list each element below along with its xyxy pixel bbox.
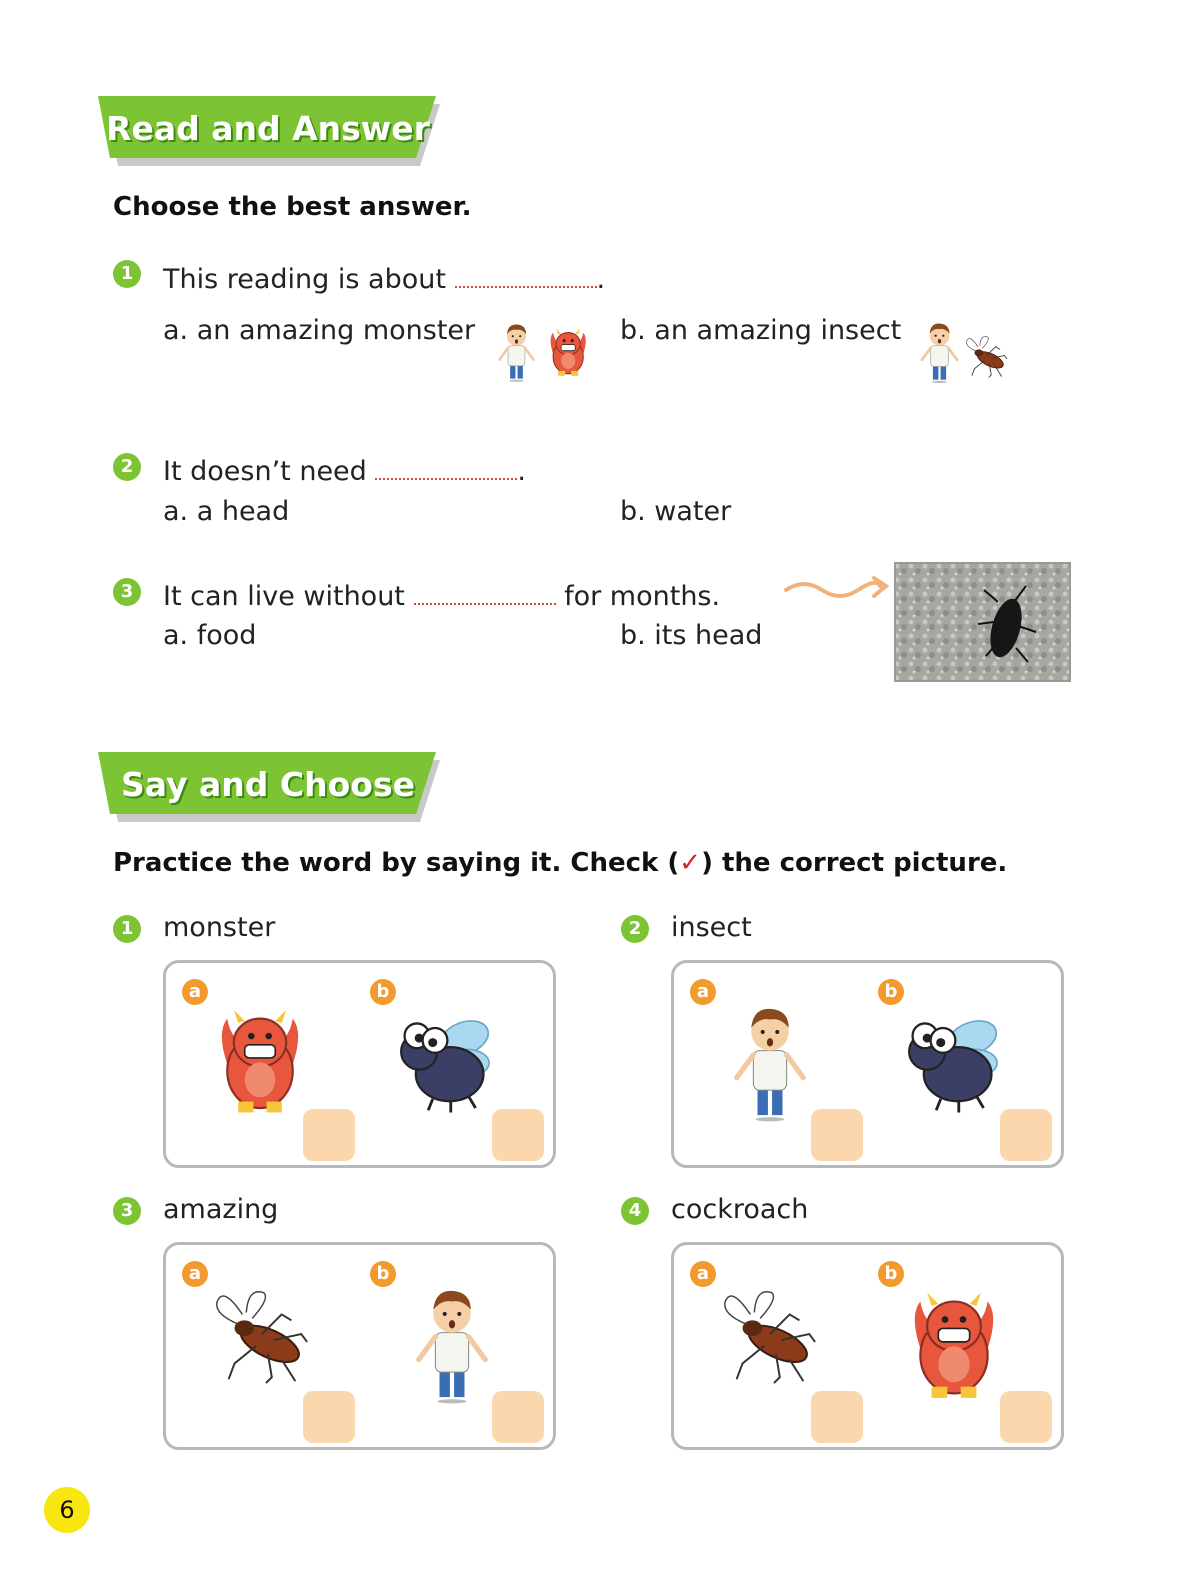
section-banner-read-and-answer (98, 96, 440, 166)
stem-end: . (596, 264, 606, 295)
checkbox-a[interactable] (811, 1391, 863, 1443)
page-number: 6 (44, 1487, 90, 1533)
picture-card (163, 1242, 556, 1450)
boy-and-monster-icon (490, 302, 596, 398)
instruction-text-end: ) the correct picture. (701, 848, 1008, 878)
item-word: cockroach (671, 1194, 809, 1225)
check-mark-icon: ✓ (679, 848, 702, 878)
monster-icon (204, 999, 316, 1119)
option-a[interactable]: a. food (163, 620, 257, 651)
option-a[interactable]: a. an amazing monster (163, 315, 476, 346)
question-stem (163, 575, 720, 612)
checkbox-a[interactable] (811, 1109, 863, 1161)
wavy-arrow-icon (782, 574, 890, 604)
instruction (113, 848, 1007, 878)
section-title: Say and Choose (121, 765, 415, 804)
stem-end: for months. (564, 581, 721, 612)
option-b[interactable]: b. water (620, 496, 732, 527)
answer-blank[interactable] (375, 450, 517, 480)
boy-and-cockroach-icon (912, 302, 1022, 398)
question-stem (163, 258, 605, 295)
boy-icon (400, 1267, 504, 1417)
stem-text: It doesn’t need (163, 456, 367, 487)
checkbox-a[interactable] (303, 1109, 355, 1161)
option-letter-a: a (690, 979, 716, 1005)
item-number: 3 (113, 1197, 141, 1225)
question-number: 2 (113, 453, 141, 481)
stem-text: This reading is about (163, 264, 446, 295)
option-letter-b: b (878, 979, 904, 1005)
fly-icon (888, 993, 1016, 1117)
picture-card (671, 1242, 1064, 1450)
cockroach-icon (206, 1285, 318, 1389)
item-word: insect (671, 912, 752, 943)
picture-card (671, 960, 1064, 1168)
monster-icon (898, 1281, 1010, 1405)
option-b[interactable]: b. its head (620, 620, 763, 651)
item-number: 1 (113, 915, 141, 943)
section-banner-say-and-choose (98, 752, 440, 822)
question-number: 3 (113, 578, 141, 606)
option-letter-a: a (182, 1261, 208, 1287)
answer-blank[interactable] (455, 258, 597, 288)
question-stem (163, 450, 526, 487)
item-word: amazing (163, 1194, 279, 1225)
instruction: Choose the best answer. (113, 192, 472, 222)
checkbox-b[interactable] (1000, 1109, 1052, 1161)
instruction-text: Practice the word by saying it. Check ( (113, 848, 680, 878)
answer-blank[interactable] (414, 575, 556, 605)
option-letter-b: b (370, 979, 396, 1005)
checkbox-b[interactable] (1000, 1391, 1052, 1443)
item-number: 2 (621, 915, 649, 943)
cockroach-photo (894, 562, 1071, 682)
fly-icon (380, 993, 508, 1117)
picture-card (163, 960, 556, 1168)
option-letter-b: b (878, 1261, 904, 1287)
option-a[interactable]: a. a head (163, 496, 290, 527)
option-letter-b: b (370, 1261, 396, 1287)
option-letter-a: a (690, 1261, 716, 1287)
stem-text: It can live without (163, 581, 405, 612)
checkbox-b[interactable] (492, 1109, 544, 1161)
question-number: 1 (113, 260, 141, 288)
checkbox-a[interactable] (303, 1391, 355, 1443)
option-b[interactable]: b. an amazing insect (620, 315, 902, 346)
cockroach-icon (714, 1285, 826, 1389)
option-letter-a: a (182, 979, 208, 1005)
boy-icon (718, 985, 822, 1135)
item-word: monster (163, 912, 276, 943)
stem-end: . (517, 456, 526, 487)
checkbox-b[interactable] (492, 1391, 544, 1443)
item-number: 4 (621, 1197, 649, 1225)
section-title: Read and Answer (106, 109, 430, 148)
